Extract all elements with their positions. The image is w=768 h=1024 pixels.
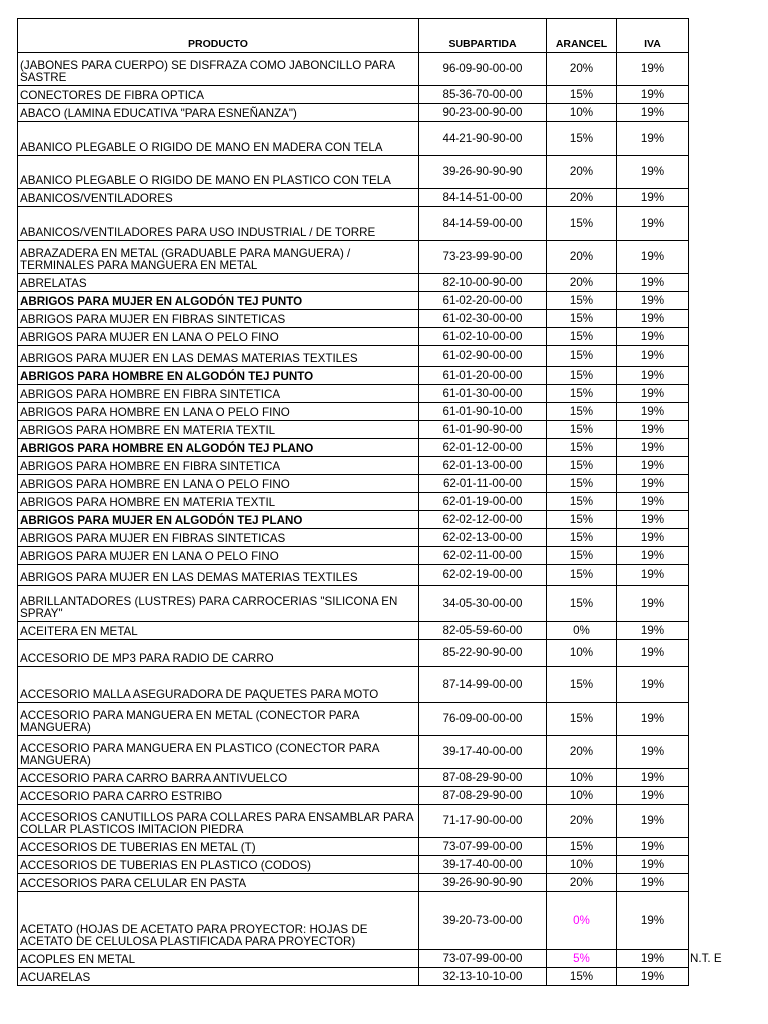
cell-arancel: 15% (547, 667, 617, 703)
cell-subpartida: 61-01-90-10-00 (419, 403, 547, 421)
cell-subpartida: 85-36-70-00-00 (419, 86, 547, 104)
cell-arancel: 15% (547, 122, 617, 156)
cell-producto: ABANICOS/VENTILADORES (18, 189, 419, 207)
cell-producto: ABRIGOS PARA HOMBRE EN MATERIA TEXTIL (18, 493, 419, 511)
header-subpartida: SUBPARTIDA (419, 19, 547, 53)
table-row (18, 586, 689, 622)
cell-subpartida: 62-01-13-00-00 (419, 457, 547, 475)
table-row (18, 189, 689, 207)
cell-arancel: 0% (547, 622, 617, 640)
table-row (18, 838, 689, 856)
cell-subpartida: 34-05-30-00-00 (419, 586, 547, 622)
table-row (18, 274, 689, 292)
table-row (18, 367, 689, 385)
cell-arancel: 10% (547, 769, 617, 787)
cell-arancel: 15% (547, 292, 617, 310)
cell-arancel: 20% (547, 241, 617, 274)
cell-subpartida: 62-02-13-00-00 (419, 529, 547, 547)
cell-arancel: 20% (547, 274, 617, 292)
cell-iva: 19% (617, 874, 689, 892)
table-row (18, 703, 689, 736)
cell-iva: 19% (617, 547, 689, 565)
table-row (18, 346, 689, 367)
cell-iva: 19% (617, 328, 689, 346)
table-row (18, 667, 689, 703)
cell-iva: 19% (617, 189, 689, 207)
cell-producto: ACCESORIO MALLA ASEGURADORA DE PAQUETES PARA MOTO (18, 667, 419, 703)
table-header-row (18, 19, 689, 53)
cell-subpartida: 62-01-11-00-00 (419, 475, 547, 493)
cell-producto: ACCESORIO PARA CARRO ESTRIBO (18, 787, 419, 805)
cell-producto: ABRIGOS PARA MUJER EN LAS DEMAS MATERIAS TEXTILES (18, 565, 419, 586)
cell-arancel: 10% (547, 640, 617, 667)
table-row (18, 950, 689, 968)
cell-subpartida: 71-17-90-00-00 (419, 805, 547, 838)
cell-subpartida: 39-20-73-00-00 (419, 892, 547, 950)
cell-subpartida: 44-21-90-90-00 (419, 122, 547, 156)
table-row (18, 892, 689, 950)
table-row (18, 156, 689, 189)
cell-producto: ABRIGOS PARA HOMBRE EN FIBRA SINTETICA (18, 385, 419, 403)
cell-producto: ACCESORIO DE MP3 PARA RADIO DE CARRO (18, 640, 419, 667)
cell-producto: ACCESORIO PARA CARRO BARRA ANTIVUELCO (18, 769, 419, 787)
cell-subpartida: 61-01-20-00-00 (419, 367, 547, 385)
table-row (18, 86, 689, 104)
table-row (18, 565, 689, 586)
table-row (18, 207, 689, 241)
cell-subpartida: 90-23-00-90-00 (419, 104, 547, 122)
cell-producto: ABRIGOS PARA MUJER EN LANA O PELO FINO (18, 547, 419, 565)
table-row (18, 547, 689, 565)
cell-iva: 19% (617, 53, 689, 86)
cell-subpartida: 84-14-59-00-00 (419, 207, 547, 241)
cell-iva: 19% (617, 856, 689, 874)
cell-iva: 19% (617, 457, 689, 475)
cell-subpartida: 62-01-12-00-00 (419, 439, 547, 457)
cell-subpartida: 76-09-00-00-00 (419, 703, 547, 736)
cell-producto: ACOPLES EN METAL (18, 950, 419, 968)
cell-iva: 19% (617, 156, 689, 189)
cell-subpartida: 61-02-30-00-00 (419, 310, 547, 328)
cell-producto: ABRIGOS PARA MUJER EN FIBRAS SINTETICAS (18, 310, 419, 328)
cell-iva: 19% (617, 950, 689, 968)
cell-subpartida: 87-08-29-90-00 (419, 769, 547, 787)
table-row (18, 421, 689, 439)
table-row (18, 856, 689, 874)
cell-arancel: 15% (547, 310, 617, 328)
cell-iva: 19% (617, 565, 689, 586)
cell-subpartida: 39-26-90-90-90 (419, 156, 547, 189)
cell-arancel: 20% (547, 874, 617, 892)
table-row (18, 805, 689, 838)
cell-arancel: 10% (547, 787, 617, 805)
cell-arancel: 10% (547, 104, 617, 122)
cell-producto: (JABONES PARA CUERPO) SE DISFRAZA COMO JABONCILLO PARA SASTRE (18, 53, 419, 86)
cell-arancel: 15% (547, 421, 617, 439)
cell-iva: 19% (617, 439, 689, 457)
cell-subpartida: 61-02-10-00-00 (419, 328, 547, 346)
cell-arancel: 15% (547, 328, 617, 346)
cell-producto: ABANICO PLEGABLE O RIGIDO DE MANO EN MADERA CON TELA (18, 122, 419, 156)
cell-subpartida: 82-10-00-90-00 (419, 274, 547, 292)
table-row (18, 310, 689, 328)
cell-producto: ACEITERA EN METAL (18, 622, 419, 640)
cell-iva: 19% (617, 122, 689, 156)
cell-subpartida: 62-02-11-00-00 (419, 547, 547, 565)
cell-arancel: 15% (547, 838, 617, 856)
cell-producto: ABRIGOS PARA HOMBRE EN ALGODÓN TEJ PLANO (18, 439, 419, 457)
cell-iva: 19% (617, 892, 689, 950)
cell-iva: 19% (617, 529, 689, 547)
cell-producto: ABANICOS/VENTILADORES PARA USO INDUSTRIAL / DE TORRE (18, 207, 419, 241)
cell-subpartida: 62-01-19-00-00 (419, 493, 547, 511)
cell-producto: ABANICO PLEGABLE O RIGIDO DE MANO EN PLASTICO CON TELA (18, 156, 419, 189)
cell-subpartida: 61-01-30-00-00 (419, 385, 547, 403)
cell-arancel: 15% (547, 968, 617, 986)
cell-iva: 19% (617, 703, 689, 736)
cell-subpartida: 62-02-12-00-00 (419, 511, 547, 529)
cell-iva: 19% (617, 104, 689, 122)
cell-iva: 19% (617, 207, 689, 241)
cell-iva: 19% (617, 475, 689, 493)
cell-producto: ABRAZADERA EN METAL (GRADUABLE PARA MANGUERA) / TERMINALES PARA MANGUERA EN METAL (18, 241, 419, 274)
cell-subpartida: 61-02-20-00-00 (419, 292, 547, 310)
header-producto: PRODUCTO (18, 19, 419, 53)
cell-arancel: 15% (547, 703, 617, 736)
cell-iva: 19% (617, 968, 689, 986)
cell-producto: ABRIGOS PARA HOMBRE EN LANA O PELO FINO (18, 403, 419, 421)
cell-iva: 19% (617, 310, 689, 328)
cell-arancel: 0% (547, 892, 617, 950)
cell-subpartida: 87-08-29-90-00 (419, 787, 547, 805)
cell-arancel: 15% (547, 586, 617, 622)
cell-producto: ABRIGOS PARA HOMBRE EN MATERIA TEXTIL (18, 421, 419, 439)
table-row (18, 385, 689, 403)
cell-iva: 19% (617, 787, 689, 805)
cell-subpartida: 87-14-99-00-00 (419, 667, 547, 703)
cell-subpartida: 84-14-51-00-00 (419, 189, 547, 207)
cell-arancel: 15% (547, 475, 617, 493)
cell-iva: 19% (617, 493, 689, 511)
cell-producto: ABRIGOS PARA HOMBRE EN FIBRA SINTETICA (18, 457, 419, 475)
cell-arancel: 20% (547, 189, 617, 207)
cell-subpartida: 61-02-90-00-00 (419, 346, 547, 367)
cell-subpartida: 32-13-10-10-00 (419, 968, 547, 986)
header-iva: IVA (617, 19, 689, 53)
table-row (18, 328, 689, 346)
cell-subpartida: 73-07-99-00-00 (419, 838, 547, 856)
table-row (18, 457, 689, 475)
cell-producto: ACCESORIOS PARA CELULAR EN PASTA (18, 874, 419, 892)
table-row (18, 529, 689, 547)
table-row (18, 874, 689, 892)
cell-arancel: 15% (547, 529, 617, 547)
cell-subpartida: 61-01-90-90-00 (419, 421, 547, 439)
cell-producto: ABRIGOS PARA HOMBRE EN LANA O PELO FINO (18, 475, 419, 493)
cell-subpartida: 39-17-40-00-00 (419, 856, 547, 874)
cell-iva: 19% (617, 292, 689, 310)
table-row (18, 640, 689, 667)
cell-iva: 19% (617, 403, 689, 421)
table-row (18, 53, 689, 86)
cell-producto: ABRIGOS PARA HOMBRE EN ALGODÓN TEJ PUNTO (18, 367, 419, 385)
cell-iva: 19% (617, 769, 689, 787)
cell-iva: 19% (617, 367, 689, 385)
cell-iva: 19% (617, 622, 689, 640)
cell-iva: 19% (617, 241, 689, 274)
cell-iva: 19% (617, 421, 689, 439)
cell-producto: ABRIGOS PARA MUJER EN ALGODÓN TEJ PLANO (18, 511, 419, 529)
cell-iva: 19% (617, 640, 689, 667)
cell-iva: 19% (617, 274, 689, 292)
cell-producto: ACCESORIOS CANUTILLOS PARA COLLARES PARA ENSAMBLAR PARA COLLAR PLASTICOS IMITACION PIEDRA (18, 805, 419, 838)
cell-subpartida: 62-02-19-00-00 (419, 565, 547, 586)
cell-producto: ACUARELAS (18, 968, 419, 986)
cell-subpartida: 39-17-40-00-00 (419, 736, 547, 769)
table-row (18, 511, 689, 529)
table-row (18, 241, 689, 274)
table-row (18, 968, 689, 986)
table-row (18, 439, 689, 457)
table-row (18, 403, 689, 421)
cell-subpartida: 73-23-99-90-00 (419, 241, 547, 274)
cell-subpartida: 73-07-99-00-00 (419, 950, 547, 968)
cell-arancel: 15% (547, 565, 617, 586)
cell-arancel: 5% (547, 950, 617, 968)
cell-iva: 19% (617, 586, 689, 622)
cell-subpartida: 82-05-59-60-00 (419, 622, 547, 640)
cell-arancel: 10% (547, 856, 617, 874)
cell-producto: ACCESORIO PARA MANGUERA EN METAL (CONECTOR PARA MANGUERA) (18, 703, 419, 736)
tariff-table (17, 18, 689, 986)
table-row (18, 122, 689, 156)
cell-arancel: 20% (547, 53, 617, 86)
table-row (18, 104, 689, 122)
cell-arancel: 15% (547, 207, 617, 241)
table-row (18, 736, 689, 769)
table-body (18, 53, 689, 986)
header-arancel: ARANCEL (547, 19, 617, 53)
cell-iva: 19% (617, 838, 689, 856)
table-row (18, 787, 689, 805)
cell-producto: ACCESORIOS DE TUBERIAS EN PLASTICO (CODOS) (18, 856, 419, 874)
cell-subpartida: 85-22-90-90-00 (419, 640, 547, 667)
cell-arancel: 15% (547, 511, 617, 529)
cell-iva: 19% (617, 86, 689, 104)
cell-producto: ACCESORIOS DE TUBERIAS EN METAL (T) (18, 838, 419, 856)
table-row (18, 292, 689, 310)
cell-arancel: 15% (547, 547, 617, 565)
cell-arancel: 15% (547, 457, 617, 475)
cell-producto: ABRELATAS (18, 274, 419, 292)
cell-arancel: 15% (547, 493, 617, 511)
cell-arancel: 15% (547, 367, 617, 385)
table-row (18, 493, 689, 511)
cell-arancel: 20% (547, 156, 617, 189)
side-note: N.T. E (690, 952, 722, 965)
table-row (18, 622, 689, 640)
cell-producto: ABRILLANTADORES (LUSTRES) PARA CARROCERIAS "SILICONA EN SPRAY" (18, 586, 419, 622)
cell-producto: ACETATO (HOJAS DE ACETATO PARA PROYECTOR: HOJAS DE ACETATO DE CELULOSA PLASTIFICADA PARA PROYECTOR) (18, 892, 419, 950)
table-row (18, 475, 689, 493)
cell-iva: 19% (617, 736, 689, 769)
cell-arancel: 15% (547, 385, 617, 403)
cell-arancel: 15% (547, 86, 617, 104)
cell-arancel: 15% (547, 439, 617, 457)
table-row (18, 769, 689, 787)
cell-producto: ACCESORIO PARA MANGUERA EN PLASTICO (CONECTOR PARA MANGUERA) (18, 736, 419, 769)
cell-arancel: 20% (547, 805, 617, 838)
cell-producto: ABRIGOS PARA MUJER EN LANA O PELO FINO (18, 328, 419, 346)
cell-iva: 19% (617, 385, 689, 403)
cell-producto: ABRIGOS PARA MUJER EN ALGODÓN TEJ PUNTO (18, 292, 419, 310)
cell-iva: 19% (617, 346, 689, 367)
cell-iva: 19% (617, 511, 689, 529)
cell-arancel: 20% (547, 736, 617, 769)
cell-producto: ABRIGOS PARA MUJER EN LAS DEMAS MATERIAS TEXTILES (18, 346, 419, 367)
cell-arancel: 15% (547, 403, 617, 421)
cell-subpartida: 39-26-90-90-90 (419, 874, 547, 892)
cell-subpartida: 96-09-90-00-00 (419, 53, 547, 86)
cell-producto: ABACO (LAMINA EDUCATIVA "PARA ESNEÑANZA") (18, 104, 419, 122)
cell-producto: CONECTORES DE FIBRA OPTICA (18, 86, 419, 104)
cell-arancel: 15% (547, 346, 617, 367)
cell-iva: 19% (617, 667, 689, 703)
cell-iva: 19% (617, 805, 689, 838)
cell-producto: ABRIGOS PARA MUJER EN FIBRAS SINTETICAS (18, 529, 419, 547)
